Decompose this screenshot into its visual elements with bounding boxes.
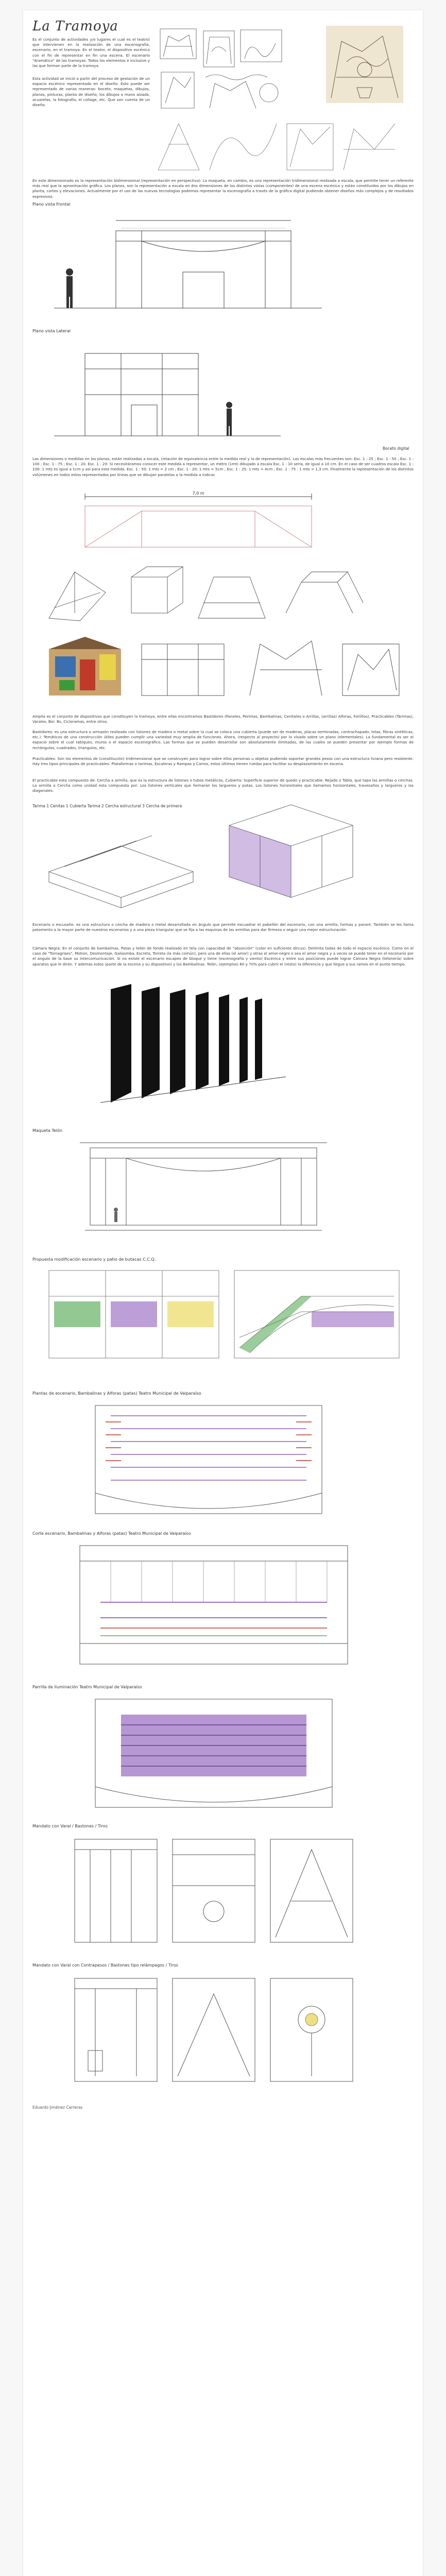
corte-drawing xyxy=(70,1540,358,1669)
sketch-collage xyxy=(158,26,287,113)
caption-corte: Corte escenario, Bambalinas y Alforas (patas) Teatro Municipal de Valparaíso xyxy=(32,1531,191,1536)
mandato-2-drawing xyxy=(70,1973,358,2087)
caption-parrilla: Parrilla de iluminación Teatro Municipal de Valparaíso xyxy=(32,1685,142,1689)
bastidores-paragraph: Bastidores: es una estructura o armazón realizado con listones de madera o metal sobre la cual se coloca una cubierta (puede ser de maderas, placas terminadas, contrachapado, telas, fibras sintéticas, etc.). Temáticos de una construcción útiles pueden cumplir una variedad muy amplia de funciones. Ahora, (respecto al proyecto) por lo visado sobre un plano (elementales). La fundamental es ser el espacio sobre el cual tabiques, muros o el espacio escenográfico. Las formas que se pueden desarrollar son absolutamente ilimitadas, de las cuales se pueden presentar por ejemplo formas de rectángulos, cuadrados, triangulos, etc. xyxy=(32,730,414,750)
peine-paragraph: El practicable esta compuesto de: Cercha a armilla, que es la estructura de listones o tubos metálicos, Cubierta: Superficie superior de quedo y practicable. Rejado o Tabla, que tapa las armillas o cerchas. La armilla o Cercha como unidad esta compuesta por: Los listones verticales que formarán los largueros y patas. Los listones horizontales que llamamos horizontales, travesaños y largueros y las diagonales. xyxy=(32,778,414,793)
camara-negra-drawing xyxy=(100,984,337,1113)
maquetas-row xyxy=(44,634,404,701)
scale-dimension-drawing xyxy=(80,490,317,552)
caption-propuesta: Propuesta modificación escenario y patio de butacas C.C.Q. xyxy=(32,1257,156,1262)
dibujo-paragraph: En este dimensionado es la representación bidimensional (representación en perspectiva). La maqueta, en cambio, es una representación tridimensional realizada a escala, que permite tener un referente más real que la aproximación gráfica. Los planos, son la representación a escala en dos dimensiones de los distintos vistas (componentes) de una escena escénica y están constituidos por los dibujos en planta, cortes y elevaciones. Actualmente por el uso de las nuevas tecnologías podemos representar la escenografía a través de la gráfica digital pudiendo obtener diseños más complejos y de resultados expresivos. xyxy=(32,178,414,199)
caption-mandato-2: Mandato con Varal con Contrapesos / Bastones tipo relámpagos / Tiros xyxy=(32,1963,178,1968)
perspective-sketches xyxy=(44,562,404,623)
dimension-label: 7,0 m xyxy=(192,491,204,496)
page-title: La Tramoya xyxy=(32,19,118,34)
sepia-sketch xyxy=(326,26,403,103)
telones-paragraph: Escenario o escusaño: es una estructura o cercha de madera o metal desarrollada en ángulo que permite escuadrar el pabellón del escenario, con una armilla, formas y parant. También se les llama patamento a la mayor parte de nuestros escenarios y a una pieza triangular que se fija a las esquinas de las armillas para dar firmeza o seguir una mejor estructuración. xyxy=(32,922,414,933)
maqueta-telon-drawing xyxy=(70,1138,337,1235)
plano-lateral-drawing xyxy=(54,338,281,441)
ideas-paragraph: Esta actividad se inició a partir del proceso de gestación de un espacio escénico representado en el diseño. Esto puede ser representado de varias maneras: boceto, maquetas, dibujos, planos, pinturas, planta de diseño, los dibujos a mano alzada, acuarelas, la fotografía, el collage, etc. Que son cuenta de un diseño. xyxy=(32,76,150,108)
mandato-1-drawing xyxy=(70,1834,358,1947)
plano-frontal-drawing xyxy=(54,210,322,313)
parrilla-drawing xyxy=(85,1694,342,1812)
practicables-paragraph: Practicables: Son los elementos de (constitución) tridimensional que se construyen para lograr sobre ellos personas u objetos pudiendo soportar grandes pesos con una estructura liviana pero resistente. Hay tres tipos principales de practicables: Plataformas o tarimas, Escaleras y Rampas y Carros, estos últimos tienen ruedas para facilitar su desplazamiento en escena. xyxy=(32,756,414,767)
caption-boceto-digital: Boceto digital xyxy=(383,446,409,451)
caption-mandato-1: Mandato con Varal / Bastones / Tiros xyxy=(32,1824,108,1828)
caption-plantas: Plantas de escenario, Bambalinas y Alforas (patas) Teatro Municipal de Valparaíso xyxy=(32,1391,201,1396)
medidas-paragraph: Las dimensiones o medidas en los planos, están realizadas a escala, (relación de equivalencia entre la medida real y la de representación). Las escalas más frecuentes son: Esc. 1 : 25 ; Esc. 1 : 50 ; Esc. 1 : 100 ; Esc. 1 : 75 ; Esc. 1 : 20. Esc. 1 : 20: Si necesitáramos conocer este medida a representar, un metro (1mt) dibujado a escala Esc. 1 : 10 sería, de igual a 10 cm. En el caso de ser cuadros escala Esc. 1 : 100: 1 mts es igual a 1cm y así para esta medida. Esc. 1 : 50: 1 mts = 2 cm ; Esc. 1 : 20: 1 mts = 5cm ; Esc. 1 : 25: 1 mts = 4cm ; Esc. 1 : 75 : 1 mts = 1,3 cm. Finalmente la representación de los distintos volúmenes en todos estos representados por líneas que se dibujan paralelas a la medida a indicar. xyxy=(32,456,414,477)
camara-paragraph: Cámara Negra: En el conjunto de bambalinas, Patas y telón de fondo realizado en tela con capacidad de "absorción" (color en suficiente dircus). Delimita todas de todo el espacio escénico. Como en el caso de "Tornagrises", Motion, Desmontaje, Galiasmba, Escreta, Torreta (la más común), pero una de ellas (el amor) y otras el amor-negro o sea el amor negra y a veces se puede tener en el escenario por el ángulo de la base su Intercomunicación. Si no existe el escenario escapes de bloque y tiene (escenografía y viento) Escénica y entre sus posiciones puede lograr Cámara Negra (telonería) sobre aparatos que le dirán. Y además estos (parte de la escena y su dispositivo) y los Bambalinas. Telón, (ejemplos) 60 y 70% para cubrir el (resto) la diferencia y que llegue a sus ramos en el punto tiempo. xyxy=(32,946,414,967)
plantas-drawing xyxy=(85,1400,332,1519)
caption-maqueta-telon: Maqueta Telón xyxy=(32,1128,63,1133)
graphite-sketches xyxy=(158,113,400,175)
caption-telon-labels: Tarima 1 Cenitas 1 Cubierta Tarima 2 Cercha estructural 3 Cercha de primera xyxy=(32,804,182,808)
article-page xyxy=(23,10,423,2576)
caption-plano-frontal: Plano vista Frontal xyxy=(32,202,71,207)
intro-paragraph: Es el conjunto de actividades y/o lugares el cual es el teatro) que intervienen en la realización de una escenografía, escenario, en el tramoya. En el teatro, el dispositivo escénico con el fin de representar en fin una escena. El escenario "dramático" de las tramoyas. Todos los elementos e inclusive y las que forman parte de la tramoya. xyxy=(32,37,150,69)
propuesta-drawings xyxy=(44,1265,404,1368)
maquinaria-paragraph: Amplia es el conjunto de dispositivos que constituyen la tramoya, entre ellas encontramos Bastidores (Paneles, Perimas, Bambalinas, Cenitales o Arrillas, (arrillas) Alforas, Foriillos), Practicables (Tarimas), Varales, Bor. Bs, Cicloramas, entre otros. xyxy=(32,714,414,724)
author-credit: Eduardo Jiménez Carreras xyxy=(32,2105,83,2110)
caption-plano-lateral: Plano vista Lateral xyxy=(32,329,71,333)
practicable-drawings xyxy=(44,815,404,908)
